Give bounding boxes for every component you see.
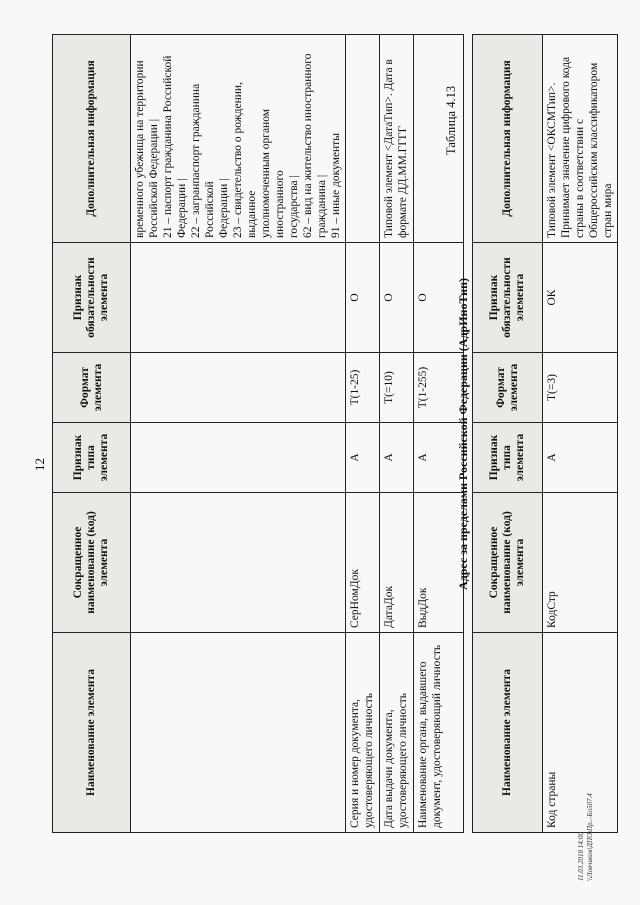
- cell-info: [346, 35, 380, 243]
- cell-name: Наименование органа, выдавшего документ, удостоверяющий личность: [414, 633, 464, 833]
- cell-name: Код страны: [543, 633, 618, 833]
- cell-info: Типовой элемент <ОКСМТип>. Принимает значение цифрового кода страны в соответствии с Общероссийским классификатором стран мира: [543, 35, 618, 243]
- cell-required: О: [380, 243, 414, 353]
- cell-format: T(=3): [543, 353, 618, 423]
- cell-format: T(=10): [380, 353, 414, 423]
- cell-format: T(1-25): [346, 353, 380, 423]
- page-number: 12: [32, 458, 47, 471]
- cell-required: О: [414, 243, 464, 353]
- col-header-format: Формат элемента: [473, 353, 543, 423]
- cell-format: T(1-255): [414, 353, 464, 423]
- table-row: [131, 35, 346, 833]
- table-row: [346, 35, 380, 833]
- elements-table-continued: [52, 34, 464, 833]
- cell-required: ОК: [543, 243, 618, 353]
- col-header-code: Сокращенное наименование (код) элемента: [473, 493, 543, 633]
- col-header-type: Признак типа элемента: [473, 423, 543, 493]
- cell-name: Серия и номер документа, удостоверяющего личность: [346, 633, 380, 833]
- cell-info: Типовой элемент <ДатаТип>. Дата в формате ДД.ММ.ГГГГ: [380, 35, 414, 243]
- col-header-type: Признак типа элемента: [53, 423, 131, 493]
- section-heading: Адрес за пределами Российской Федерации (АдрИноТип): [456, 278, 470, 590]
- table-number: Таблица 4.13: [444, 85, 458, 155]
- col-header-code: Сокращенное наименование (код) элемента: [53, 493, 131, 633]
- cell-type: А: [414, 423, 464, 493]
- col-header-info: Дополнительная информация: [473, 35, 543, 243]
- cell-type: А: [543, 423, 618, 493]
- col-header-required: Признак обязательности элемента: [53, 243, 131, 353]
- foreign-address-table: [472, 34, 618, 833]
- col-header-name: Наименование элемента: [53, 633, 131, 833]
- col-header-required: Признак обязательности элемента: [473, 243, 543, 353]
- cell-code: СерНомДок: [346, 493, 380, 633]
- cell-code: ДатаДок: [380, 493, 414, 633]
- cell-type: А: [380, 423, 414, 493]
- cell-code: КодСтр: [543, 493, 618, 633]
- col-header-format: Формат элемента: [53, 353, 131, 423]
- col-header-info: Дополнительная информация: [53, 35, 131, 243]
- col-header-name: Наименование элемента: [473, 633, 543, 833]
- cell-name: Дата выдачи документа, удостоверяющего личность: [380, 633, 414, 833]
- document-type-codes: временного убежища на территории Российской Федерации | 21 – паспорт гражданина Российской Федерации | 22 – загранпаспорт гражданина Российской Федерации | 23 – свидетельство о рождении, выданное уполномоченным органом иностранного государства | 62 – вид на жительство иностранного гражданина | 91 – иные документы: [131, 35, 346, 243]
- file-stamp: 11.03.2018 14:00 \\Ловчиков\ДПО\Пр..-Бо507.4: [577, 793, 594, 881]
- cell-type: А: [346, 423, 380, 493]
- table-row: [543, 35, 618, 833]
- table-row: [380, 35, 414, 833]
- cell-code: ВыдДок: [414, 493, 464, 633]
- cell-required: О: [346, 243, 380, 353]
